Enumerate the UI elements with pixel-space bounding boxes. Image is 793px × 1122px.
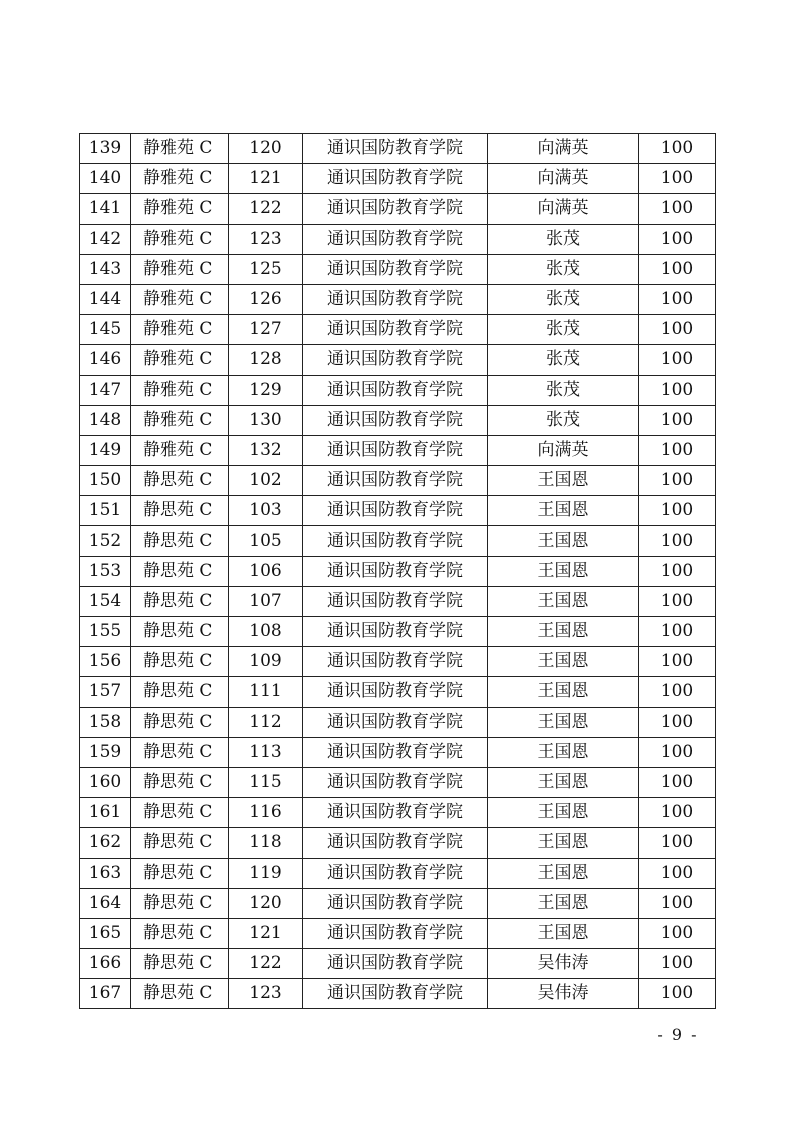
- college-cell: 通识国防教育学院: [303, 949, 488, 979]
- person-in-charge-cell: 向满英: [488, 435, 639, 465]
- college-cell: 通识国防教育学院: [303, 617, 488, 647]
- college-cell: 通识国防教育学院: [303, 254, 488, 284]
- row-number-cell: 149: [80, 435, 131, 465]
- score-cell: 100: [639, 707, 716, 737]
- dorm-inspection-table: [79, 133, 716, 1009]
- room-number-cell: 130: [229, 405, 303, 435]
- room-number-cell: 116: [229, 798, 303, 828]
- room-number-cell: 123: [229, 224, 303, 254]
- score-cell: 100: [639, 979, 716, 1009]
- score-cell: 100: [639, 284, 716, 314]
- table-body: [80, 134, 716, 1009]
- room-number-cell: 129: [229, 375, 303, 405]
- table-row: [80, 798, 716, 828]
- row-number-cell: 153: [80, 556, 131, 586]
- person-in-charge-cell: 王国恩: [488, 767, 639, 797]
- row-number-cell: 166: [80, 949, 131, 979]
- row-number-cell: 159: [80, 737, 131, 767]
- person-in-charge-cell: 王国恩: [488, 918, 639, 948]
- college-cell: 通识国防教育学院: [303, 707, 488, 737]
- college-cell: 通识国防教育学院: [303, 345, 488, 375]
- row-number-cell: 139: [80, 134, 131, 164]
- person-in-charge-cell: 张茂: [488, 345, 639, 375]
- row-number-cell: 150: [80, 466, 131, 496]
- dormitory-cell: 静思苑 C: [131, 798, 229, 828]
- room-number-cell: 125: [229, 254, 303, 284]
- dormitory-cell: 静思苑 C: [131, 496, 229, 526]
- room-number-cell: 120: [229, 134, 303, 164]
- person-in-charge-cell: 向满英: [488, 134, 639, 164]
- table-row: [80, 918, 716, 948]
- dormitory-cell: 静思苑 C: [131, 586, 229, 616]
- score-cell: 100: [639, 375, 716, 405]
- person-in-charge-cell: 张茂: [488, 315, 639, 345]
- dormitory-cell: 静思苑 C: [131, 949, 229, 979]
- room-number-cell: 109: [229, 647, 303, 677]
- dormitory-cell: 静雅苑 C: [131, 405, 229, 435]
- row-number-cell: 162: [80, 828, 131, 858]
- college-cell: 通识国防教育学院: [303, 466, 488, 496]
- row-number-cell: 167: [80, 979, 131, 1009]
- person-in-charge-cell: 王国恩: [488, 677, 639, 707]
- dormitory-cell: 静雅苑 C: [131, 194, 229, 224]
- table-row: [80, 949, 716, 979]
- table-row: [80, 315, 716, 345]
- dormitory-cell: 静思苑 C: [131, 858, 229, 888]
- college-cell: 通识国防教育学院: [303, 737, 488, 767]
- room-number-cell: 115: [229, 767, 303, 797]
- row-number-cell: 148: [80, 405, 131, 435]
- score-cell: 100: [639, 677, 716, 707]
- dormitory-cell: 静思苑 C: [131, 556, 229, 586]
- person-in-charge-cell: 王国恩: [488, 798, 639, 828]
- table-row: [80, 526, 716, 556]
- row-number-cell: 160: [80, 767, 131, 797]
- person-in-charge-cell: 王国恩: [488, 526, 639, 556]
- person-in-charge-cell: 吴伟涛: [488, 979, 639, 1009]
- dormitory-cell: 静思苑 C: [131, 526, 229, 556]
- college-cell: 通识国防教育学院: [303, 556, 488, 586]
- score-cell: 100: [639, 556, 716, 586]
- row-number-cell: 164: [80, 888, 131, 918]
- page-number: - 9 -: [657, 1025, 699, 1044]
- college-cell: 通识国防教育学院: [303, 767, 488, 797]
- room-number-cell: 113: [229, 737, 303, 767]
- room-number-cell: 122: [229, 194, 303, 224]
- dormitory-cell: 静思苑 C: [131, 466, 229, 496]
- room-number-cell: 132: [229, 435, 303, 465]
- row-number-cell: 165: [80, 918, 131, 948]
- person-in-charge-cell: 王国恩: [488, 737, 639, 767]
- college-cell: 通识国防教育学院: [303, 828, 488, 858]
- row-number-cell: 156: [80, 647, 131, 677]
- room-number-cell: 105: [229, 526, 303, 556]
- table-row: [80, 405, 716, 435]
- dormitory-cell: 静雅苑 C: [131, 435, 229, 465]
- table-row: [80, 707, 716, 737]
- dormitory-cell: 静思苑 C: [131, 677, 229, 707]
- dormitory-cell: 静思苑 C: [131, 888, 229, 918]
- college-cell: 通识国防教育学院: [303, 526, 488, 556]
- dormitory-cell: 静思苑 C: [131, 979, 229, 1009]
- dormitory-cell: 静雅苑 C: [131, 224, 229, 254]
- college-cell: 通识国防教育学院: [303, 134, 488, 164]
- score-cell: 100: [639, 224, 716, 254]
- person-in-charge-cell: 张茂: [488, 284, 639, 314]
- room-number-cell: 108: [229, 617, 303, 647]
- person-in-charge-cell: 张茂: [488, 405, 639, 435]
- row-number-cell: 158: [80, 707, 131, 737]
- table-row: [80, 466, 716, 496]
- college-cell: 通识国防教育学院: [303, 918, 488, 948]
- table-row: [80, 677, 716, 707]
- college-cell: 通识国防教育学院: [303, 647, 488, 677]
- person-in-charge-cell: 张茂: [488, 254, 639, 284]
- room-number-cell: 120: [229, 888, 303, 918]
- person-in-charge-cell: 王国恩: [488, 888, 639, 918]
- person-in-charge-cell: 向满英: [488, 194, 639, 224]
- row-number-cell: 141: [80, 194, 131, 224]
- row-number-cell: 161: [80, 798, 131, 828]
- table-row: [80, 767, 716, 797]
- table-row: [80, 134, 716, 164]
- room-number-cell: 118: [229, 828, 303, 858]
- table-row: [80, 194, 716, 224]
- college-cell: 通识国防教育学院: [303, 496, 488, 526]
- person-in-charge-cell: 王国恩: [488, 858, 639, 888]
- room-number-cell: 102: [229, 466, 303, 496]
- score-cell: 100: [639, 526, 716, 556]
- table-row: [80, 375, 716, 405]
- table-row: [80, 556, 716, 586]
- college-cell: 通识国防教育学院: [303, 284, 488, 314]
- row-number-cell: 144: [80, 284, 131, 314]
- score-cell: 100: [639, 798, 716, 828]
- person-in-charge-cell: 向满英: [488, 164, 639, 194]
- score-cell: 100: [639, 315, 716, 345]
- dormitory-cell: 静思苑 C: [131, 767, 229, 797]
- person-in-charge-cell: 王国恩: [488, 466, 639, 496]
- row-number-cell: 145: [80, 315, 131, 345]
- college-cell: 通识国防教育学院: [303, 194, 488, 224]
- room-number-cell: 121: [229, 164, 303, 194]
- person-in-charge-cell: 吴伟涛: [488, 949, 639, 979]
- person-in-charge-cell: 张茂: [488, 224, 639, 254]
- college-cell: 通识国防教育学院: [303, 888, 488, 918]
- college-cell: 通识国防教育学院: [303, 979, 488, 1009]
- person-in-charge-cell: 王国恩: [488, 828, 639, 858]
- row-number-cell: 143: [80, 254, 131, 284]
- room-number-cell: 112: [229, 707, 303, 737]
- person-in-charge-cell: 王国恩: [488, 707, 639, 737]
- score-cell: 100: [639, 767, 716, 797]
- table-row: [80, 647, 716, 677]
- room-number-cell: 119: [229, 858, 303, 888]
- room-number-cell: 127: [229, 315, 303, 345]
- room-number-cell: 107: [229, 586, 303, 616]
- table-row: [80, 284, 716, 314]
- score-cell: 100: [639, 617, 716, 647]
- table-row: [80, 979, 716, 1009]
- score-cell: 100: [639, 828, 716, 858]
- person-in-charge-cell: 王国恩: [488, 496, 639, 526]
- score-cell: 100: [639, 435, 716, 465]
- person-in-charge-cell: 张茂: [488, 375, 639, 405]
- room-number-cell: 111: [229, 677, 303, 707]
- score-cell: 100: [639, 405, 716, 435]
- college-cell: 通识国防教育学院: [303, 375, 488, 405]
- score-cell: 100: [639, 737, 716, 767]
- row-number-cell: 154: [80, 586, 131, 616]
- table-row: [80, 345, 716, 375]
- college-cell: 通识国防教育学院: [303, 677, 488, 707]
- table-row: [80, 737, 716, 767]
- score-cell: 100: [639, 466, 716, 496]
- table-row: [80, 586, 716, 616]
- row-number-cell: 151: [80, 496, 131, 526]
- college-cell: 通识国防教育学院: [303, 315, 488, 345]
- room-number-cell: 106: [229, 556, 303, 586]
- college-cell: 通识国防教育学院: [303, 164, 488, 194]
- row-number-cell: 152: [80, 526, 131, 556]
- score-cell: 100: [639, 918, 716, 948]
- room-number-cell: 121: [229, 918, 303, 948]
- college-cell: 通识国防教育学院: [303, 435, 488, 465]
- row-number-cell: 147: [80, 375, 131, 405]
- row-number-cell: 140: [80, 164, 131, 194]
- score-cell: 100: [639, 496, 716, 526]
- table-row: [80, 858, 716, 888]
- table-row: [80, 224, 716, 254]
- person-in-charge-cell: 王国恩: [488, 586, 639, 616]
- row-number-cell: 163: [80, 858, 131, 888]
- score-cell: 100: [639, 194, 716, 224]
- dormitory-cell: 静思苑 C: [131, 737, 229, 767]
- college-cell: 通识国防教育学院: [303, 224, 488, 254]
- room-number-cell: 126: [229, 284, 303, 314]
- dormitory-cell: 静雅苑 C: [131, 134, 229, 164]
- dormitory-cell: 静雅苑 C: [131, 254, 229, 284]
- table-row: [80, 617, 716, 647]
- person-in-charge-cell: 王国恩: [488, 647, 639, 677]
- room-number-cell: 103: [229, 496, 303, 526]
- table-row: [80, 496, 716, 526]
- score-cell: 100: [639, 134, 716, 164]
- row-number-cell: 146: [80, 345, 131, 375]
- college-cell: 通识国防教育学院: [303, 586, 488, 616]
- room-number-cell: 128: [229, 345, 303, 375]
- dormitory-cell: 静雅苑 C: [131, 284, 229, 314]
- score-cell: 100: [639, 949, 716, 979]
- score-cell: 100: [639, 254, 716, 284]
- score-cell: 100: [639, 586, 716, 616]
- table-row: [80, 435, 716, 465]
- score-cell: 100: [639, 888, 716, 918]
- person-in-charge-cell: 王国恩: [488, 617, 639, 647]
- dormitory-cell: 静思苑 C: [131, 707, 229, 737]
- dormitory-cell: 静雅苑 C: [131, 375, 229, 405]
- score-cell: 100: [639, 164, 716, 194]
- college-cell: 通识国防教育学院: [303, 405, 488, 435]
- score-cell: 100: [639, 858, 716, 888]
- dormitory-cell: 静思苑 C: [131, 828, 229, 858]
- row-number-cell: 155: [80, 617, 131, 647]
- score-cell: 100: [639, 647, 716, 677]
- table-row: [80, 888, 716, 918]
- table-row: [80, 828, 716, 858]
- dormitory-cell: 静雅苑 C: [131, 315, 229, 345]
- college-cell: 通识国防教育学院: [303, 798, 488, 828]
- table-row: [80, 164, 716, 194]
- dormitory-cell: 静雅苑 C: [131, 164, 229, 194]
- person-in-charge-cell: 王国恩: [488, 556, 639, 586]
- room-number-cell: 122: [229, 949, 303, 979]
- score-cell: 100: [639, 345, 716, 375]
- row-number-cell: 142: [80, 224, 131, 254]
- dormitory-cell: 静雅苑 C: [131, 345, 229, 375]
- room-number-cell: 123: [229, 979, 303, 1009]
- table-row: [80, 254, 716, 284]
- dormitory-cell: 静思苑 C: [131, 617, 229, 647]
- row-number-cell: 157: [80, 677, 131, 707]
- dormitory-cell: 静思苑 C: [131, 918, 229, 948]
- dormitory-cell: 静思苑 C: [131, 647, 229, 677]
- dorm-inspection-table-container: [79, 133, 715, 1009]
- college-cell: 通识国防教育学院: [303, 858, 488, 888]
